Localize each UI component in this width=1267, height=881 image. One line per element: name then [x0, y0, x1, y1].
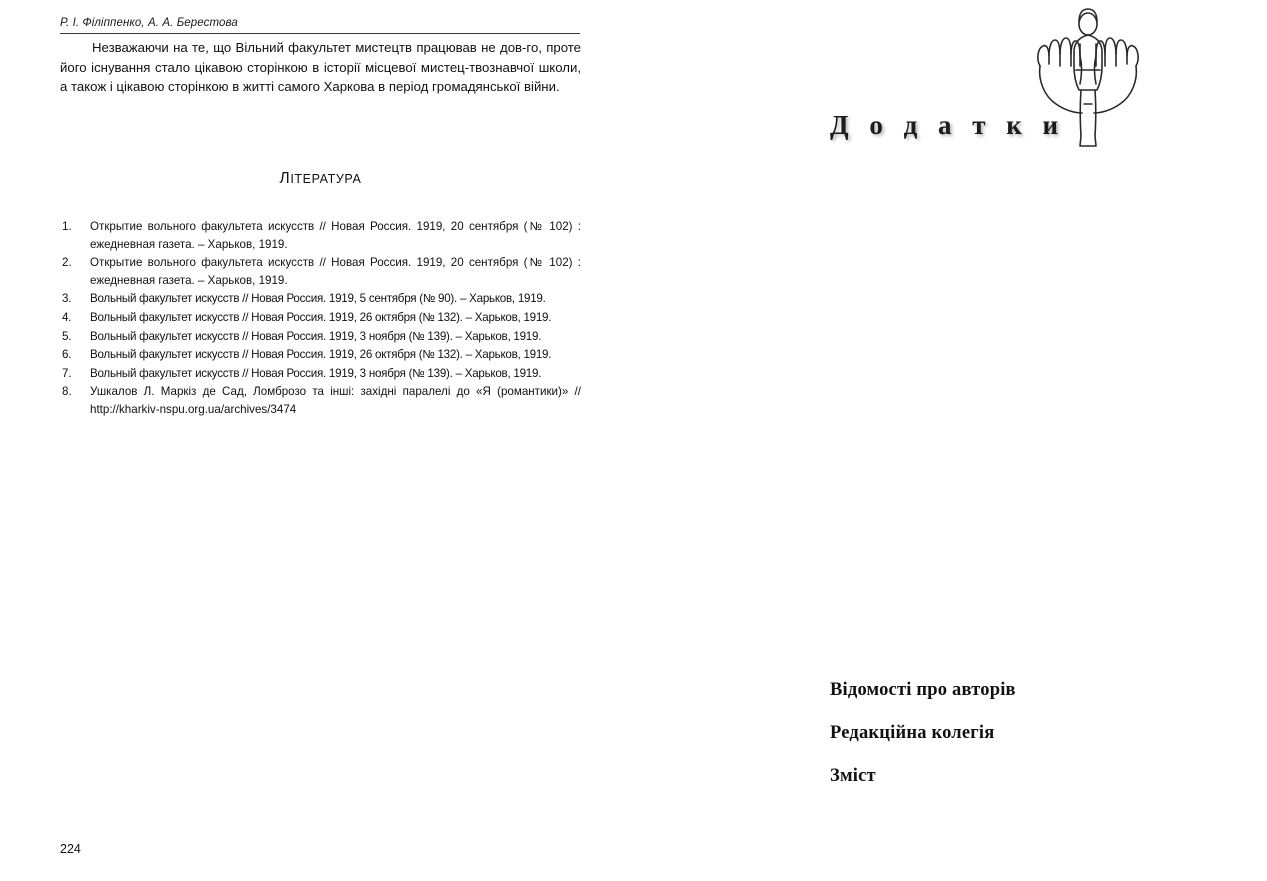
literature-heading-rest: ІТЕРАТУРА — [290, 172, 362, 186]
reference-text: Открытие вольного факультета искусств // Новая Россия. 1919, 20 сентября (№ 102) : ежедневная газета. – Харьков, 1919. — [90, 220, 581, 251]
left-page — [0, 0, 633, 881]
right-page — [633, 0, 1267, 881]
running-head: Р. І. Філіппенко, А. А. Берестова — [60, 17, 238, 29]
reference-number: 6. — [62, 348, 72, 362]
reference-text: Вольный факультет искусств // Новая Россия. 1919, 26 октября (№ 132). – Харьков, 1919. — [90, 348, 552, 362]
toc-entry-contents[interactable]: Зміст — [830, 766, 876, 786]
reference-number: 1. — [62, 220, 72, 233]
reference-number: 3. — [62, 292, 72, 306]
reference-text: Вольный факультет искусств // Новая Россия. 1919, 3 ноября (№ 139). – Харьков, 1919. — [90, 366, 542, 380]
list-item — [60, 218, 581, 253]
reference-number: 4. — [62, 310, 72, 324]
list-item — [60, 290, 581, 308]
page-number: 224 — [60, 842, 81, 856]
toc-entry-authors[interactable]: Відомості про авторів — [830, 680, 1016, 700]
body-paragraph: Незважаючи на те, що Вільний факультет мистецтв працював не дов-го, проте його існування стало цікавою сторінкою в історії місцевої мистец-твознавчої школи, а також і цікавою сторінкою в житті самого Харкова в період громадянської війни. — [60, 40, 581, 95]
reference-text: Ушкалов Л. Маркіз де Сад, Ломброзо та інші: західні паралелі до «Я (романтики)» // http://kharkiv-nspu.org.ua/archives/3474 — [90, 385, 581, 416]
reference-text: Открытие вольного факультета искусств // Новая Россия. 1919, 20 сентября (№ 102) : ежедневная газета. – Харьков, 1919. — [90, 256, 581, 287]
list-item — [60, 346, 581, 364]
reference-list — [60, 218, 581, 420]
reference-number: 5. — [62, 329, 72, 343]
list-item — [60, 383, 581, 418]
reference-text: Вольный факультет искусств // Новая Россия. 1919, 5 сентября (№ 90). – Харьков, 1919. — [90, 292, 546, 306]
literature-heading-initial: Л — [279, 170, 291, 187]
reference-text: Вольный факультет искусств // Новая Россия. 1919, 26 октября (№ 132). – Харьков, 1919. — [90, 310, 552, 324]
reference-text: Вольный факультет искусств // Новая Россия. 1919, 3 ноября (№ 139). – Харьков, 1919. — [90, 329, 542, 343]
list-item — [60, 254, 581, 289]
reference-number: 8. — [62, 385, 72, 399]
reference-number: 7. — [62, 366, 72, 380]
reference-number: 2. — [62, 256, 72, 270]
section-title: Д о д а т к и — [830, 110, 1066, 140]
list-item — [60, 328, 581, 346]
header-divider — [60, 33, 580, 34]
list-item — [60, 309, 581, 327]
appendix-contents — [830, 680, 1160, 809]
toc-entry-editorial-board[interactable]: Редакційна колегія — [830, 723, 995, 743]
literature-heading — [60, 170, 581, 188]
list-item — [60, 365, 581, 383]
